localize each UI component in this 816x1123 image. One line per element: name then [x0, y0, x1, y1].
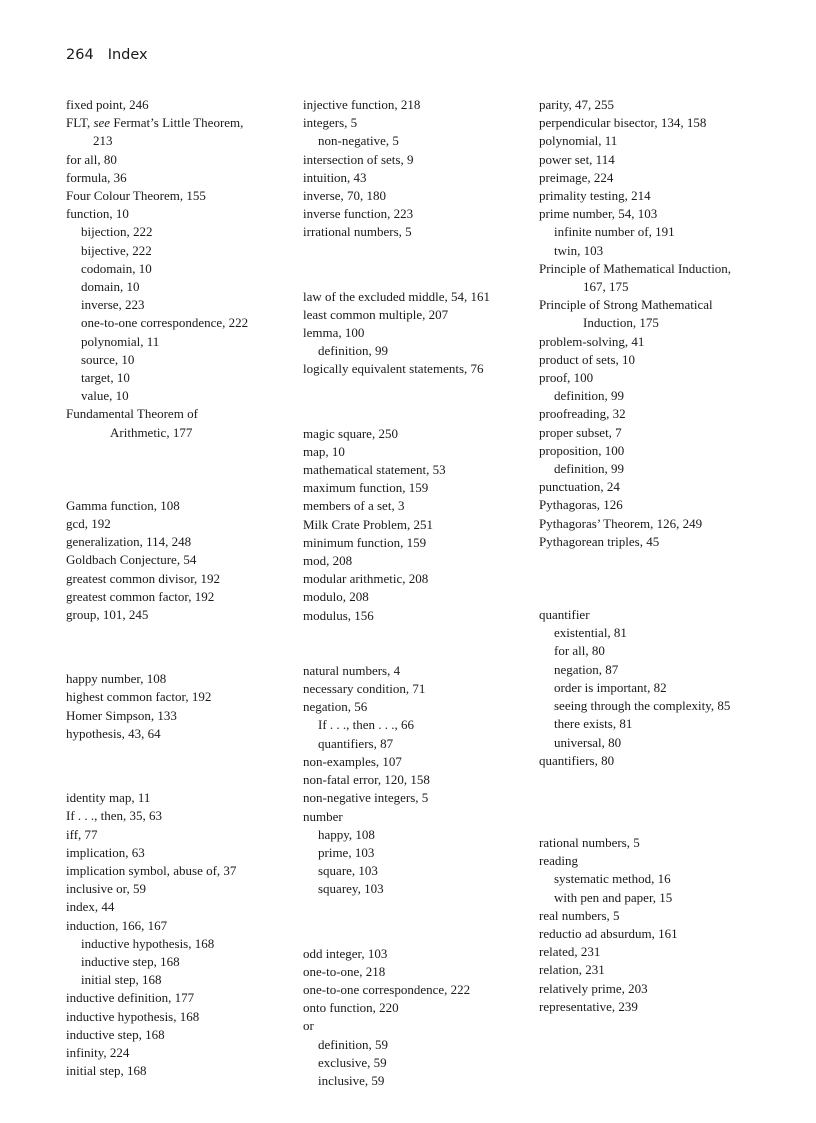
index-entry: preimage, 224: [539, 169, 614, 185]
index-section-n: [303, 662, 525, 899]
index-subentry: for all, 80: [554, 643, 605, 659]
index-entry: product of sets, 10: [539, 351, 636, 367]
index-entry: perpendicular bisector, 134, 158: [539, 115, 707, 131]
section-gap: [66, 624, 281, 670]
index-subentry: definition, 99: [554, 461, 625, 477]
index-subentry: existential, 81: [554, 625, 627, 641]
index-entry: inverse function, 223: [303, 206, 414, 222]
index-entry: relation, 231: [539, 962, 605, 978]
index-entry: modulus, 156: [303, 607, 374, 623]
running-head: [66, 47, 148, 63]
index-entry: non-negative integers, 5: [303, 790, 429, 806]
index-entry: members of a set, 3: [303, 498, 405, 514]
index-subentry: order is important, 82: [554, 679, 667, 695]
index-entry: reductio ad absurdum, 161: [539, 925, 678, 941]
section-gap: [66, 743, 281, 789]
index-section-h: [66, 670, 281, 743]
index-subentry: inclusive, 59: [318, 1072, 385, 1088]
index-entry: injective function, 218: [303, 97, 421, 112]
index-entry: odd integer, 103: [303, 945, 388, 961]
index-entry: implication symbol, abuse of, 37: [66, 862, 237, 878]
index-subentry: bijective, 222: [81, 242, 152, 258]
index-entry: highest common factor, 192: [66, 689, 212, 705]
index-entry: map, 10: [303, 443, 345, 459]
section-gap: [66, 442, 281, 497]
index-entry: irrational numbers, 5: [303, 224, 412, 240]
index-entry: Principle of Mathematical Induction,: [539, 260, 732, 276]
index-subentry: codomain, 10: [81, 260, 152, 276]
index-entry: polynomial, 11: [539, 133, 618, 149]
index-entry: related, 231: [539, 944, 601, 960]
index-entry: integers, 5: [303, 115, 358, 131]
index-entry: Pythagoras’ Theorem, 126, 249: [539, 515, 703, 531]
index-section-o: [303, 945, 525, 1091]
index-entry: fixed point, 246: [66, 97, 149, 112]
section-gap: [303, 242, 525, 288]
index-subentry: universal, 80: [554, 734, 622, 750]
index-entry: necessary condition, 71: [303, 681, 426, 697]
index-section-r: [539, 834, 794, 1016]
index-entry: FLT, see Fermat’s Little Theorem,: [66, 115, 244, 131]
index-entry: non-fatal error, 120, 158: [303, 772, 430, 788]
index-entry: identity map, 11: [66, 790, 151, 806]
index-subentry: If . . ., then . . ., 66: [318, 717, 415, 733]
index-entry: gcd, 192: [66, 516, 111, 532]
index-column-3: [539, 96, 794, 1016]
index-entry: greatest common factor, 192: [66, 588, 215, 604]
index-entry: Pythagoras, 126: [539, 497, 623, 513]
index-subentry: initial step, 168: [81, 972, 162, 988]
page-number: 264: [66, 47, 94, 63]
index-section-q: [539, 606, 794, 770]
index-entry: mod, 208: [303, 553, 353, 569]
index-entry: infinity, 224: [66, 1044, 130, 1060]
index-entry: maximum function, 159: [303, 480, 429, 496]
index-entry: prime number, 54, 103: [539, 206, 658, 222]
index-entry: iff, 77: [66, 826, 98, 842]
index-entry: one-to-one correspondence, 222: [303, 981, 471, 997]
index-entry: Four Colour Theorem, 155: [66, 188, 206, 204]
index-entry: representative, 239: [539, 998, 638, 1014]
index-entry: problem-solving, 41: [539, 333, 645, 349]
index-entry: primality testing, 214: [539, 188, 651, 204]
index-subentry: target, 10: [81, 370, 130, 386]
index-entry: onto function, 220: [303, 1000, 399, 1016]
index-entry: quantifier: [539, 607, 590, 623]
index-entry-continuation: 167, 175: [583, 279, 629, 295]
index-entry: non-examples, 107: [303, 753, 402, 769]
index-entry-continuation: Arithmetic, 177: [110, 424, 193, 440]
index-subentry: systematic method, 16: [554, 871, 671, 887]
index-entry: lemma, 100: [303, 325, 365, 341]
index-subentry: exclusive, 59: [318, 1054, 387, 1070]
index-subentry: inductive hypothesis, 168: [81, 935, 215, 951]
index-entry: Homer Simpson, 133: [66, 707, 177, 723]
index-entry: induction, 166, 167: [66, 917, 168, 933]
index-entry: generalization, 114, 248: [66, 534, 192, 550]
index-entry: hypothesis, 43, 64: [66, 725, 161, 741]
index-subentry: squarey, 103: [318, 881, 384, 897]
index-entry: Goldbach Conjecture, 54: [66, 552, 197, 568]
index-entry: one-to-one, 218: [303, 963, 386, 979]
index-subentry: definition, 99: [554, 388, 625, 404]
index-entry: for all, 80: [66, 151, 117, 167]
index-entry: Pythagorean triples, 45: [539, 533, 660, 549]
section-gap: [303, 899, 525, 945]
index-section-i: [66, 789, 281, 1080]
index-entry: quantifiers, 80: [539, 752, 615, 768]
index-entry: function, 10: [66, 206, 129, 222]
index-subentry: source, 10: [81, 351, 135, 367]
index-subentry: prime, 103: [318, 844, 375, 860]
index-subentry: twin, 103: [554, 242, 604, 258]
index-entry: negation, 56: [303, 699, 368, 715]
index-entry: minimum function, 159: [303, 534, 427, 550]
section-gap: [303, 625, 525, 662]
index-subentry: with pen and paper, 15: [554, 889, 673, 905]
index-entry: mathematical statement, 53: [303, 462, 446, 478]
index-column-2: [303, 96, 525, 1090]
index-entry: proposition, 100: [539, 442, 625, 458]
index-entry: Milk Crate Problem, 251: [303, 516, 433, 532]
index-section-g: [66, 497, 281, 624]
index-entry: magic square, 250: [303, 425, 398, 441]
index-entry: number: [303, 808, 343, 824]
index-entry: parity, 47, 255: [539, 97, 614, 112]
index-entry: greatest common divisor, 192: [66, 570, 221, 586]
index-entry: initial step, 168: [66, 1063, 147, 1079]
index-entry: implication, 63: [66, 844, 145, 860]
index-subentry: bijection, 222: [81, 224, 153, 240]
index-entry: reading: [539, 853, 578, 869]
index-subentry: infinite number of, 191: [554, 224, 675, 240]
index-entry: inverse, 70, 180: [303, 188, 387, 204]
index-section-i-cont: [303, 96, 525, 242]
index-section-f: [66, 96, 281, 442]
index-section-m: [303, 425, 525, 625]
index-subentry: value, 10: [81, 388, 129, 404]
index-subentry: quantifiers, 87: [318, 735, 394, 751]
index-entry: law of the excluded middle, 54, 161: [303, 288, 491, 304]
index-subentry: negation, 87: [554, 661, 619, 677]
index-entry: inductive step, 168: [66, 1026, 165, 1042]
section-gap: [539, 770, 794, 834]
index-entry: logically equivalent statements, 76: [303, 361, 484, 377]
index-entry: Fundamental Theorem of: [66, 406, 198, 422]
index-entry: rational numbers, 5: [539, 834, 640, 850]
section-gap: [303, 379, 525, 425]
index-subentry: inductive step, 168: [81, 953, 180, 969]
index-entry: inductive hypothesis, 168: [66, 1008, 200, 1024]
index-entry: Gamma function, 108: [66, 497, 180, 513]
index-subentry: there exists, 81: [554, 716, 633, 732]
index-section-l: [303, 288, 525, 379]
index-entry: intersection of sets, 9: [303, 151, 414, 167]
index-entry: or: [303, 1018, 314, 1034]
index-subentry: happy, 108: [318, 826, 375, 842]
index-entry: least common multiple, 207: [303, 306, 449, 322]
index-subentry: seeing through the complexity, 85: [554, 698, 731, 714]
index-subentry: inverse, 223: [81, 297, 145, 313]
index-subentry: definition, 59: [318, 1036, 389, 1052]
index-entry-continuation: Induction, 175: [583, 315, 659, 331]
index-entry: proofreading, 32: [539, 406, 626, 422]
index-entry: happy number, 108: [66, 671, 167, 687]
index-entry: formula, 36: [66, 169, 127, 185]
index-subentry: domain, 10: [81, 279, 140, 295]
index-subentry: non-negative, 5: [318, 133, 399, 149]
index-entry: natural numbers, 4: [303, 662, 401, 678]
index-subentry: definition, 99: [318, 343, 389, 359]
page-title: Index: [107, 47, 148, 63]
index-entry: real numbers, 5: [539, 907, 620, 923]
index-subentry: one-to-one correspondence, 222: [81, 315, 249, 331]
index-entry: modulo, 208: [303, 589, 369, 605]
index-entry: proof, 100: [539, 370, 594, 386]
index-entry-continuation: 213: [93, 133, 113, 149]
index-subentry: polynomial, 11: [81, 333, 160, 349]
index-entry: modular arithmetic, 208: [303, 571, 429, 587]
index-section-p: [539, 96, 794, 551]
index-entry: inclusive or, 59: [66, 881, 146, 897]
index-entry: proper subset, 7: [539, 424, 622, 440]
section-gap: [539, 551, 794, 606]
index-entry: power set, 114: [539, 151, 615, 167]
index-entry: Principle of Strong Mathematical: [539, 297, 713, 313]
index-column-1: [66, 96, 281, 1080]
index-entry: index, 44: [66, 899, 115, 915]
index-entry: inductive definition, 177: [66, 990, 195, 1006]
index-subentry: square, 103: [318, 863, 378, 879]
index-entry: group, 101, 245: [66, 607, 149, 623]
index-entry: If . . ., then, 35, 63: [66, 808, 163, 824]
index-entry: relatively prime, 203: [539, 980, 648, 996]
index-entry: intuition, 43: [303, 169, 367, 185]
index-entry: punctuation, 24: [539, 479, 620, 495]
